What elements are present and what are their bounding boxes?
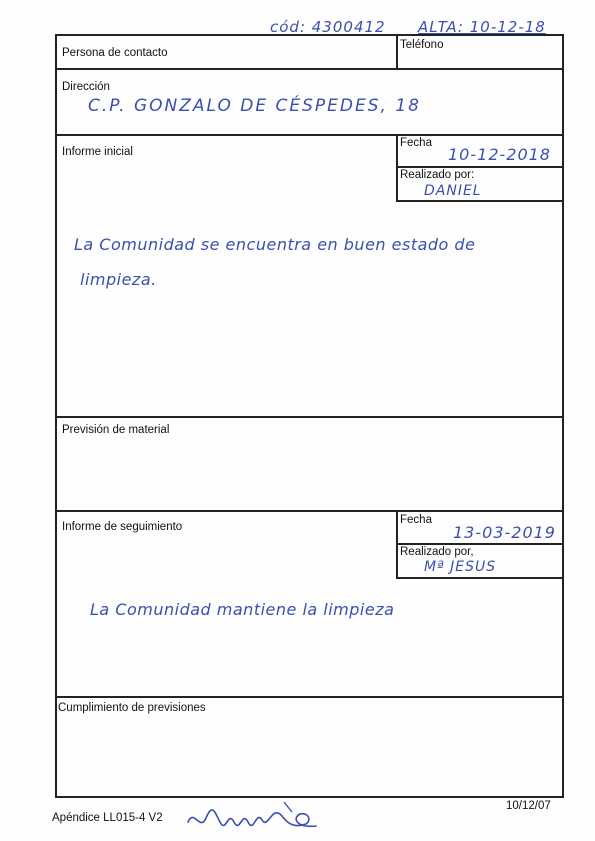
footer-code: Apéndice LL015-4 V2: [52, 812, 163, 824]
divider: [55, 696, 564, 698]
initial-date-label: Fecha: [400, 137, 432, 149]
followup-label: Informe de seguimiento: [62, 521, 183, 533]
address-label: Dirección: [62, 81, 110, 93]
followup-date-value: 13-03-2019: [453, 523, 556, 542]
address-value: C.P. GONZALO DE CÉSPEDES, 18: [88, 96, 421, 116]
followup-by-label: Realizado por,: [400, 546, 474, 558]
divider: [55, 68, 564, 70]
initial-report-label: Informe inicial: [62, 146, 133, 158]
code-note: cód: 4300412: [270, 18, 386, 36]
initial-report-text: La Comunidad se encuentra en buen estado de: [74, 235, 476, 254]
contact-label: Persona de contacto: [62, 47, 168, 59]
followup-report-text: La Comunidad mantiene la limpieza: [90, 600, 395, 619]
material-label: Previsión de material: [62, 424, 170, 436]
alta-note: ALTA: 10-12-18: [418, 18, 546, 36]
divider: [55, 416, 564, 418]
followup-by-value: Mª JESUS: [424, 559, 497, 575]
footer-date: 10/12/07: [506, 800, 551, 812]
compliance-label: Cumplimiento de previsiones: [58, 702, 206, 714]
initial-by-value: DANIEL: [424, 183, 482, 199]
initial-date-value: 10-12-2018: [448, 145, 551, 164]
followup-date-label: Fecha: [400, 514, 432, 526]
phone-label: Teléfono: [400, 39, 444, 51]
phone-separator: [396, 34, 398, 70]
initial-report-text-2: limpieza.: [80, 270, 157, 289]
signature-icon: [184, 798, 324, 834]
initial-by-label: Realizado por:: [400, 169, 475, 181]
